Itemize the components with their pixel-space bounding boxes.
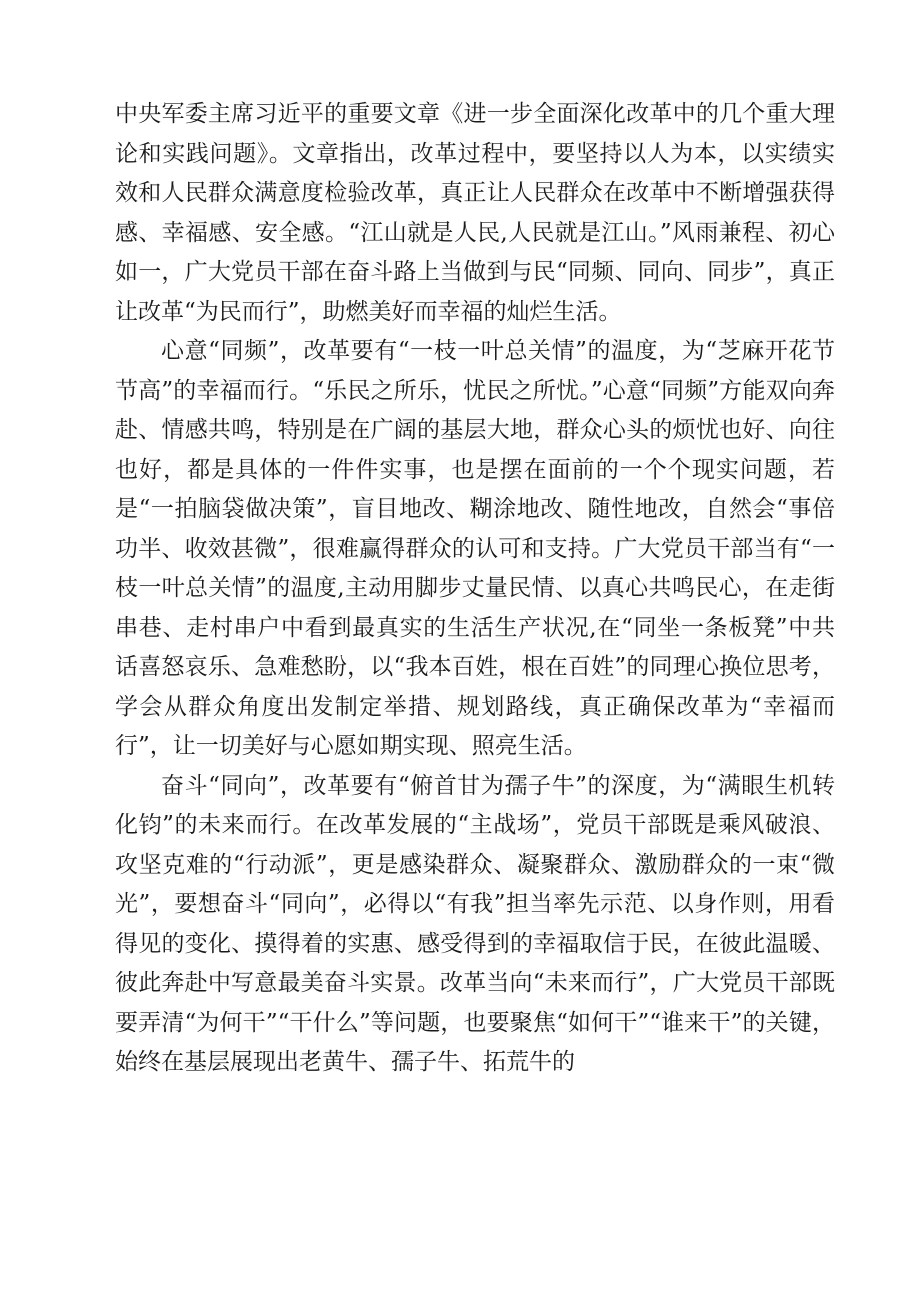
paragraph-tongpin: 心意“同频”，改革要有“一枝一叶总关情”的温度，为“芝麻开花节节高”的幸福而行。“乐民之所乐，忧民之所忧。”心意“同频”方能双向奔赴、情感共鸣，特别是在广阔的基层大地，群众心头的烦忧也好、向往也好，都是具体的一件件实事，也是摆在面前的一个个现实问题，若是“一拍脑袋做决策”，盲目地改、糊涂地改、随性地改，自然会“事倍功半、收效甚微”，很难赢得群众的认可和支持。广大党员干部当有“一枝一叶总关情”的温度,主动用脚步丈量民情、以真心共鸣民心，在走街串巷、走村串户中看到最真实的生活生产状况,在“同坐一条板凳”中共话喜怒哀乐、急难愁盼，以“我本百姓，根在百姓”的同理心换位思考，学会从群众角度出发制定举措、规划路线，真正确保改革为“幸福而行”，让一切美好与心愿如期实现、照亮生活。 [115,338,835,759]
document-page [115,95,835,1083]
paragraph-tongxiang: 奋斗“同向”，改革要有“俯首甘为孺子牛”的深度，为“满眼生机转化钧”的未来而行。在改革发展的“主战场”，党员干部既是乘风破浪、攻坚克难的“行动派”，更是感染群众、凝聚群众、激励群众的一束“微光”，要想奋斗“同向”，必得以“有我”担当率先示范、以身作则，用看得见的变化、摸得着的实惠、感受得到的幸福取信于民，在彼此温暖、彼此奔赴中写意最美奋斗实景。改革当向“未来而行”，广大党员干部既要弄清“为何干”“干什么”等问题，也要聚焦“如何干”“谁来干”的关键，始终在基层展现出老黄牛、孺子牛、拓荒牛的 [115,772,835,1075]
paragraph-intro: 中央军委主席习近平的重要文章《进一步全面深化改革中的几个重大理论和实践问题》。文章指出，改革过程中，要坚持以人为本，以实绩实效和人民群众满意度检验改革，真正让人民群众在改革中不断增强获得感、幸福感、安全感。“江山就是人民,人民就是江山。”风雨兼程、初心如一，广大党员干部在奋斗路上当做到与民“同频、同向、同步”，真正让改革“为民而行”，助燃美好而幸福的灿烂生活。 [115,101,835,325]
